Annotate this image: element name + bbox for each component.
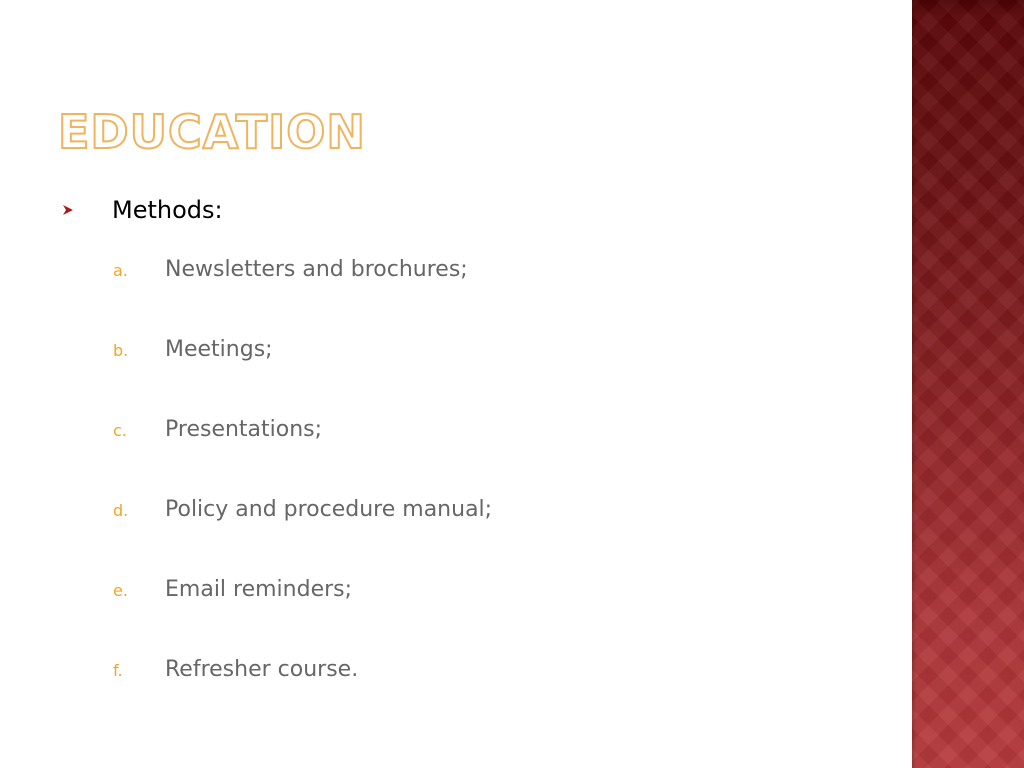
list-item-text: Meetings; bbox=[165, 337, 273, 362]
list-item bbox=[113, 572, 713, 608]
decorative-side-band bbox=[912, 0, 1024, 768]
list-item bbox=[113, 492, 713, 528]
list-item bbox=[113, 652, 713, 688]
list-item bbox=[113, 412, 713, 448]
list-item-text: Email reminders; bbox=[165, 577, 353, 602]
list-item-text: Policy and procedure manual; bbox=[165, 497, 493, 522]
list-item-text: Refresher course. bbox=[165, 657, 359, 682]
list-marker: f. bbox=[113, 661, 123, 680]
slide-title: EDUCATION bbox=[58, 105, 366, 159]
methods-label: Methods: bbox=[112, 196, 223, 224]
arrowhead-bullet-icon bbox=[62, 204, 74, 216]
list-marker: b. bbox=[113, 341, 129, 360]
list-marker: c. bbox=[113, 421, 127, 440]
list-item bbox=[113, 252, 713, 288]
list-marker: e. bbox=[113, 581, 128, 600]
list-marker: a. bbox=[113, 261, 128, 280]
list-item-text: Presentations; bbox=[165, 417, 323, 442]
list-item-text: Newsletters and brochures; bbox=[165, 257, 468, 282]
list-item bbox=[113, 332, 713, 368]
list-marker: d. bbox=[113, 501, 129, 520]
